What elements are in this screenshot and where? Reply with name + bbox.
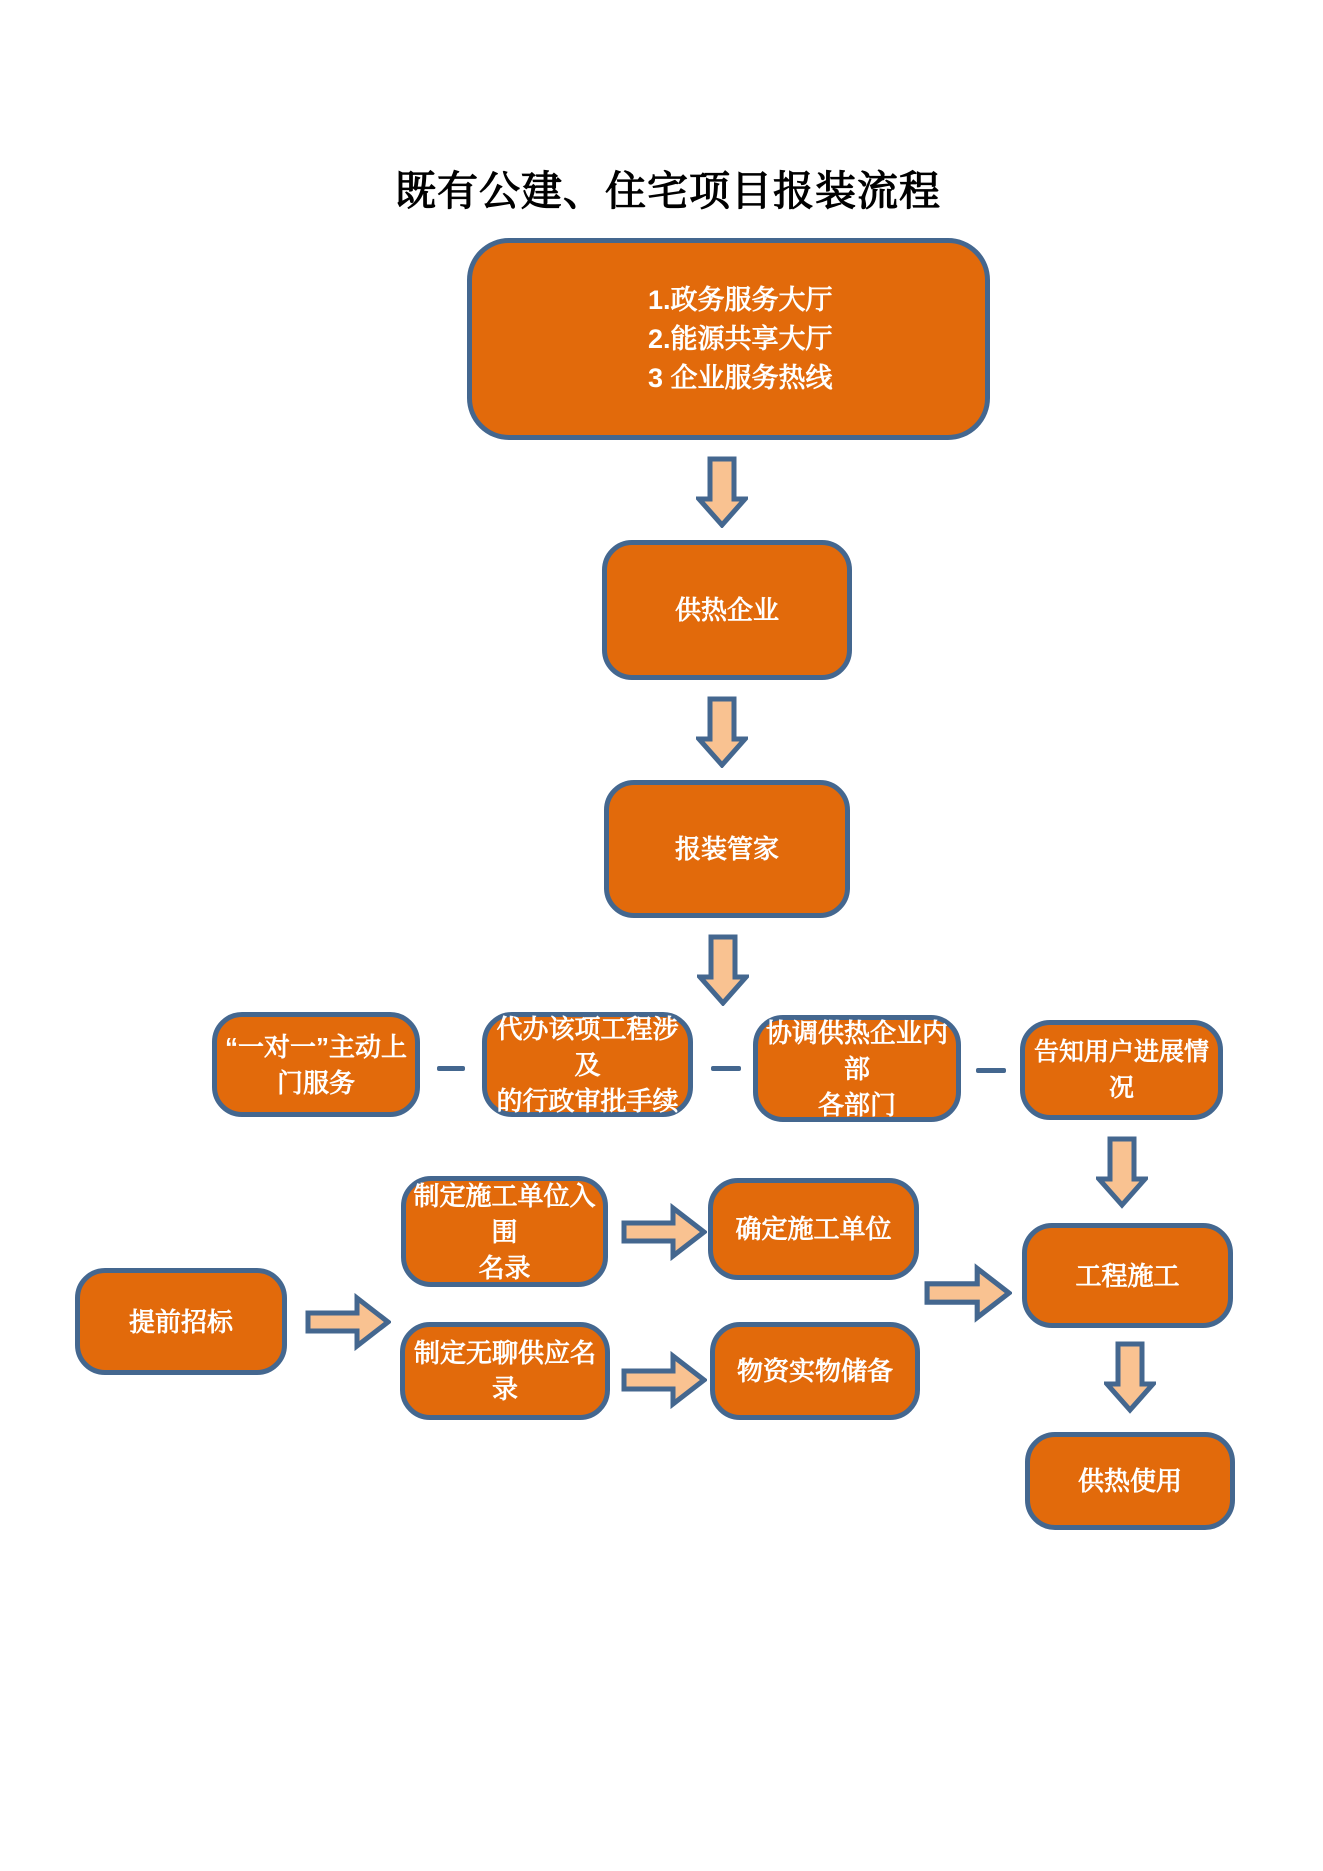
entry-line-3: 3 企业服务热线 xyxy=(648,362,833,393)
right-arrow-icon xyxy=(924,1263,1012,1323)
connector-dash xyxy=(976,1068,1006,1073)
node-label-line-2: 名录 xyxy=(478,1252,531,1283)
node-coordinate-departments xyxy=(753,1015,961,1122)
node-supplier-directory xyxy=(400,1322,610,1420)
down-arrow-icon xyxy=(696,456,748,528)
node-label-line-2: 门服务 xyxy=(276,1067,355,1098)
entry-line-2: 2.能源共享大厅 xyxy=(648,323,833,354)
node-label: 告知用户进展情况 xyxy=(1033,1038,1209,1102)
node-entry-channels xyxy=(467,238,990,440)
right-arrow-icon xyxy=(621,1203,707,1261)
node-installation-manager xyxy=(604,780,850,918)
node-heating-use xyxy=(1025,1432,1235,1530)
node-label: 报装管家 xyxy=(674,834,779,864)
node-label: 制定无聊供应名录 xyxy=(413,1338,596,1404)
node-label-line-1: “一对一”主动上 xyxy=(224,1031,407,1062)
node-label: 供热使用 xyxy=(1077,1466,1182,1496)
down-arrow-icon xyxy=(1096,1132,1148,1212)
node-advance-bidding xyxy=(75,1268,287,1375)
node-inform-progress xyxy=(1020,1020,1223,1120)
node-admin-approval xyxy=(482,1012,693,1117)
node-construction xyxy=(1022,1223,1233,1328)
node-label-line-2: 各部门 xyxy=(817,1089,896,1120)
node-material-reserve xyxy=(710,1322,920,1420)
node-label: 工程施工 xyxy=(1075,1260,1180,1291)
connector-dash xyxy=(711,1066,741,1071)
node-label: 确定施工单位 xyxy=(735,1214,892,1244)
node-label-line-1: 代办该项工程涉及 xyxy=(496,1013,679,1080)
node-confirm-contractor xyxy=(708,1178,919,1280)
node-shortlist-directory xyxy=(401,1176,608,1287)
node-label-line-1: 制定施工单位入围 xyxy=(413,1180,596,1247)
down-arrow-icon xyxy=(697,934,749,1006)
node-label: 供热企业 xyxy=(674,595,779,625)
right-arrow-icon xyxy=(621,1351,707,1409)
right-arrow-icon xyxy=(305,1293,391,1351)
node-label-line-1: 协调供热企业内部 xyxy=(765,1017,948,1084)
page-title: 既有公建、住宅项目报装流程 xyxy=(395,168,941,214)
down-arrow-icon xyxy=(696,696,748,768)
node-label: 提前招标 xyxy=(128,1306,233,1337)
node-label-line-2: 的行政审批手续 xyxy=(496,1085,679,1116)
node-label: 物资实物储备 xyxy=(736,1356,893,1386)
node-heating-company xyxy=(602,540,852,680)
connector-dash xyxy=(437,1066,465,1071)
entry-line-1: 1.政务服务大厅 xyxy=(648,284,833,315)
down-arrow-icon xyxy=(1104,1340,1156,1414)
node-door-service xyxy=(212,1012,420,1117)
